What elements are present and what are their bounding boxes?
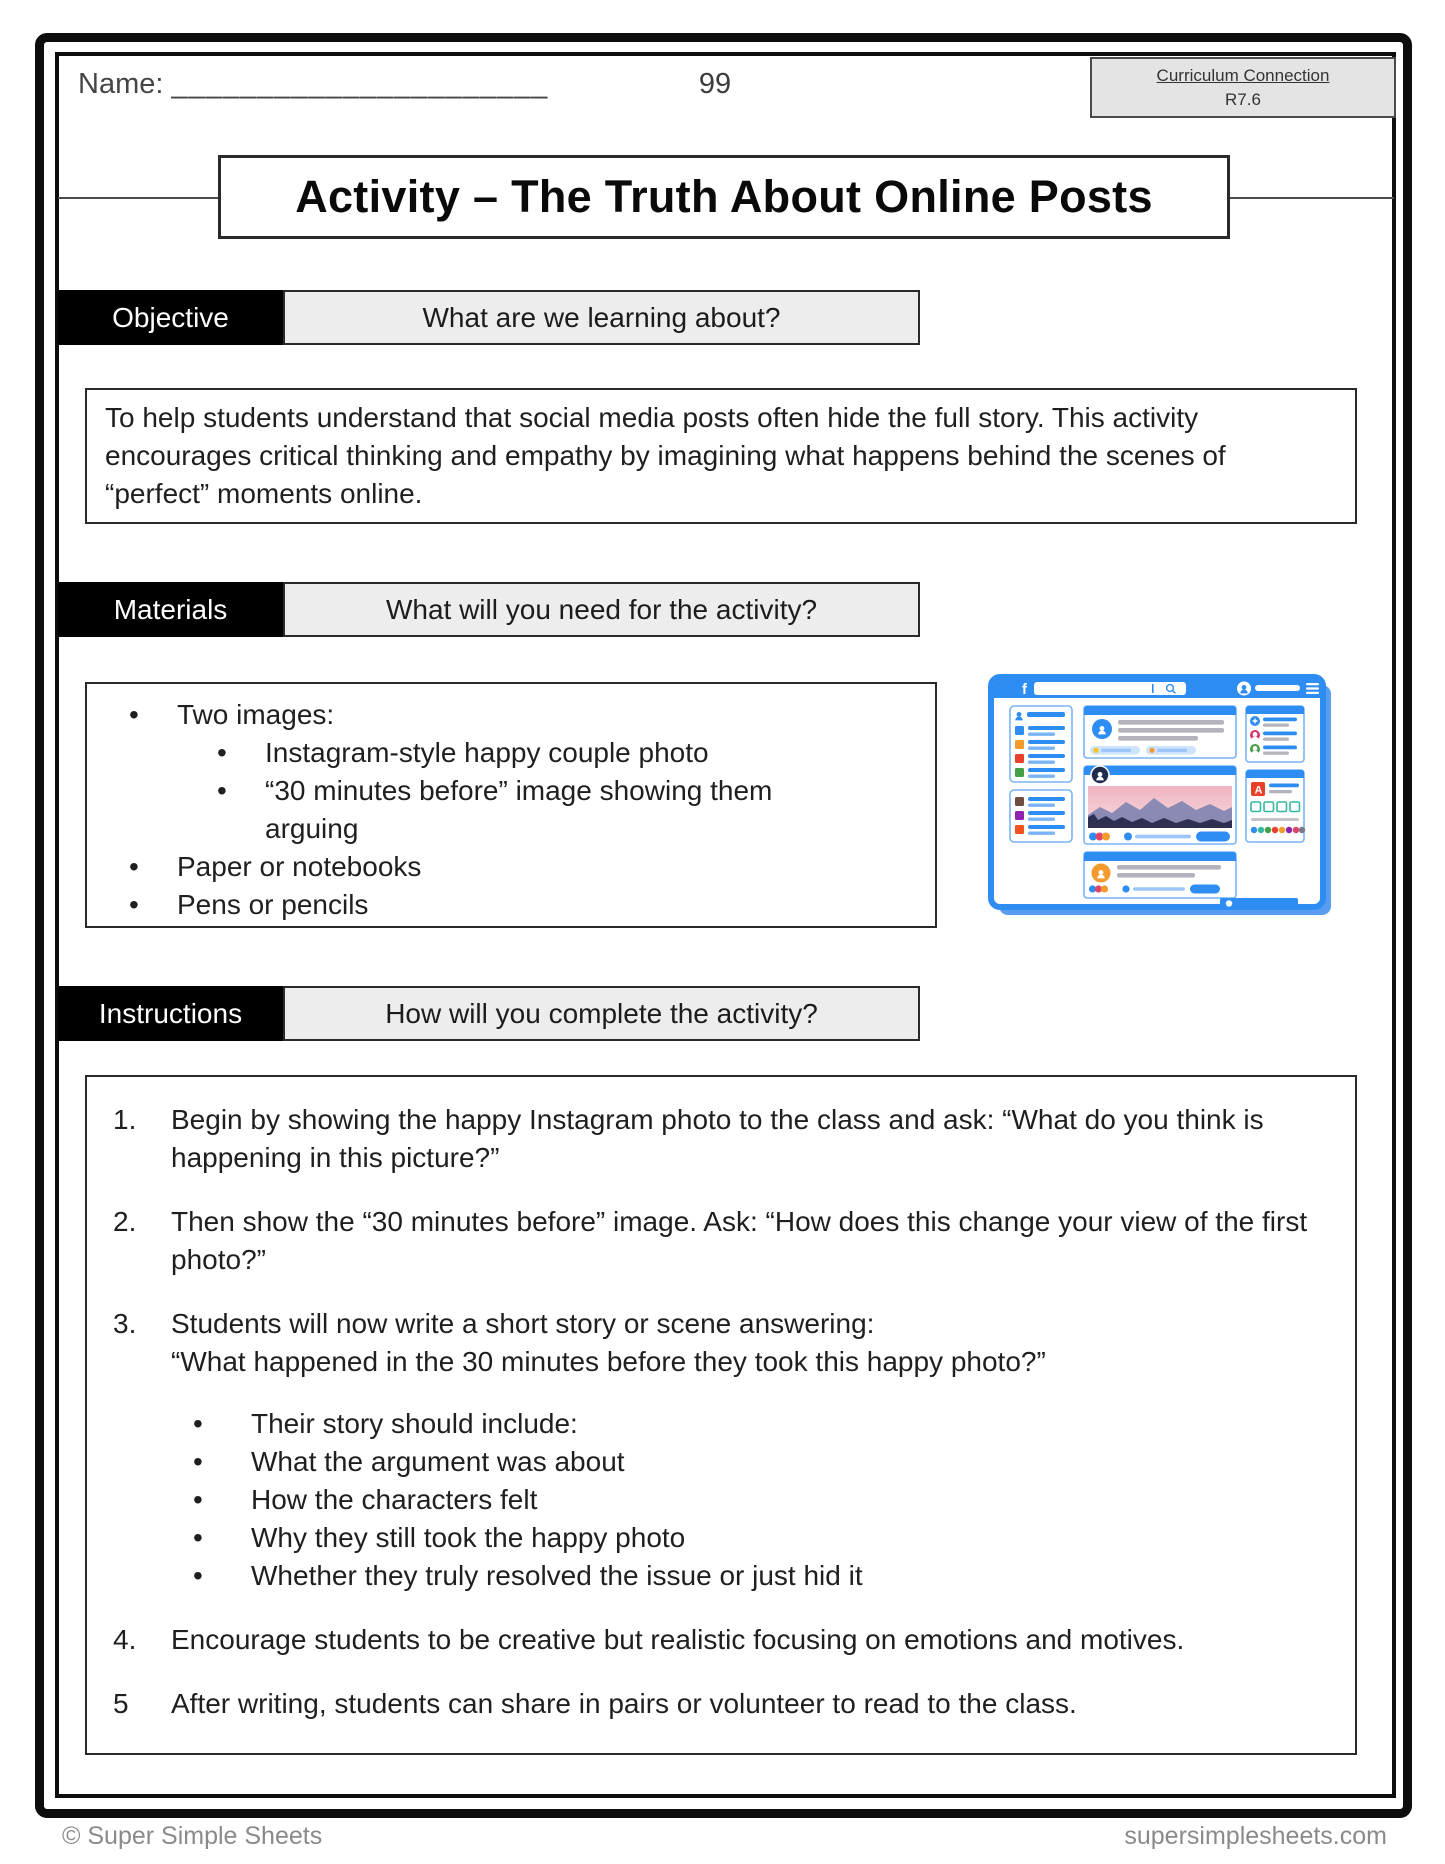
bullet-text: Whether they truly resolved the issue or just hid it [251,1560,863,1591]
ad-logo-letter: A [1254,784,1263,797]
bullet-icon [129,696,177,734]
objective-body-box [85,388,1357,524]
name-label: Name: [78,68,164,100]
material-item-text: Two images: [177,699,335,730]
curriculum-title: Curriculum Connection [1156,66,1330,85]
social-media-illustration [988,674,1336,920]
list-item [171,1443,1329,1481]
bullet-text: What the argument was about [251,1446,625,1477]
feed-post [1084,852,1236,898]
step-number: 3. [113,1308,137,1339]
page-number: 99 [698,68,732,100]
step-text: Begin by showing the happy Instagram photo to the class and ask: “What do you think is happening in this picture?” [171,1104,1264,1173]
title-connector-right [1228,197,1394,199]
bullet-text: Their story should include: [251,1408,578,1439]
instruction-step [113,1685,1329,1723]
left-menu-card [1010,790,1072,842]
bullet-text: Why they still took the happy photo [251,1522,686,1553]
list-item [107,696,915,734]
like-icons [1089,885,1108,892]
material-subitem-text: Instagram-style happy couple photo [265,737,709,768]
feed-post [1084,706,1236,758]
name-row [78,68,548,101]
name-fill-in-line[interactable]: ______________________ [171,68,549,100]
reaction-pill [1146,746,1196,755]
material-item-text: Pens or pencils [177,889,369,920]
step-number: 4. [113,1624,137,1655]
list-item [107,848,915,886]
like-icons [1089,833,1110,841]
objective-label: Objective [58,290,283,345]
material-subitem-text: “30 minutes before” image showing them arguing [265,775,773,844]
step-bullet-list [171,1405,1329,1595]
instruction-step [113,1203,1329,1279]
instructions-question: How will you complete the activity? [283,986,920,1041]
step-text: Then show the “30 minutes before” image. Ask: “How does this change your view of the first photo?” [171,1206,1308,1275]
bullet-icon [193,1443,251,1481]
materials-label: Materials [58,582,283,637]
photo-post [1084,766,1236,844]
materials-section-header [58,582,920,637]
bullet-text: How the characters felt [251,1484,538,1515]
curriculum-code: R7.6 [1225,90,1261,109]
bullet-icon [217,772,265,848]
list-item [171,1405,1329,1443]
list-item [107,772,915,848]
mountain-photo [1088,786,1232,828]
step-number: 2. [113,1206,137,1237]
objective-body-text: To help students understand that social media posts often hide the full story. This activity encourages critical thinking and empathy by imagining what happens behind the scenes of “perfect” moments online. [105,402,1226,509]
search-bar [1034,682,1186,695]
bullet-icon [217,734,265,772]
materials-list-box [85,682,937,928]
post-button [1190,885,1220,894]
bullet-icon [129,886,177,924]
step-text: Students will now write a short story or scene answering: [171,1308,875,1339]
list-item [107,734,915,772]
reaction-pill [1090,746,1140,755]
bullet-icon [193,1557,251,1595]
instruction-step [113,1101,1329,1177]
hamburger-menu-icon [1306,683,1319,694]
footer-website: supersimplesheets.com [1124,1822,1387,1850]
slider [1251,818,1299,821]
step-number: 1. [113,1104,137,1135]
post-button [1196,832,1230,842]
list-item [171,1519,1329,1557]
instructions-list-box [85,1075,1357,1755]
list-item [107,886,915,924]
friends-card [1246,706,1304,762]
step-text: After writing, students can share in pairs or volunteer to read to the class. [171,1688,1077,1719]
list-item [171,1557,1329,1595]
objective-section-header [58,290,920,345]
page-title: Activity – The Truth About Online Posts [218,155,1230,239]
footer-copyright: © Super Simple Sheets [62,1822,323,1850]
material-item-text: Paper or notebooks [177,851,422,882]
ad-card [1246,770,1305,842]
instruction-step [113,1305,1329,1595]
title-connector-left [58,197,218,199]
list-item [171,1481,1329,1519]
left-menu-card [1010,706,1072,782]
step-quote: “What happened in the 30 minutes before they took this happy photo?” [171,1346,1046,1377]
materials-question: What will you need for the activity? [283,582,920,637]
instruction-step [113,1621,1329,1659]
bullet-icon [193,1405,251,1443]
step-number: 5 [113,1688,129,1719]
bullet-icon [193,1481,251,1519]
bullet-icon [193,1519,251,1557]
scrollbar [1220,898,1298,909]
instructions-label: Instructions [58,986,283,1041]
objective-question: What are we learning about? [283,290,920,345]
facebook-logo-icon: f [1022,681,1027,698]
curriculum-connection-box [1090,57,1396,118]
bullet-icon [129,848,177,886]
instructions-section-header [58,986,920,1041]
step-text: Encourage students to be creative but realistic focusing on emotions and motives. [171,1624,1185,1655]
